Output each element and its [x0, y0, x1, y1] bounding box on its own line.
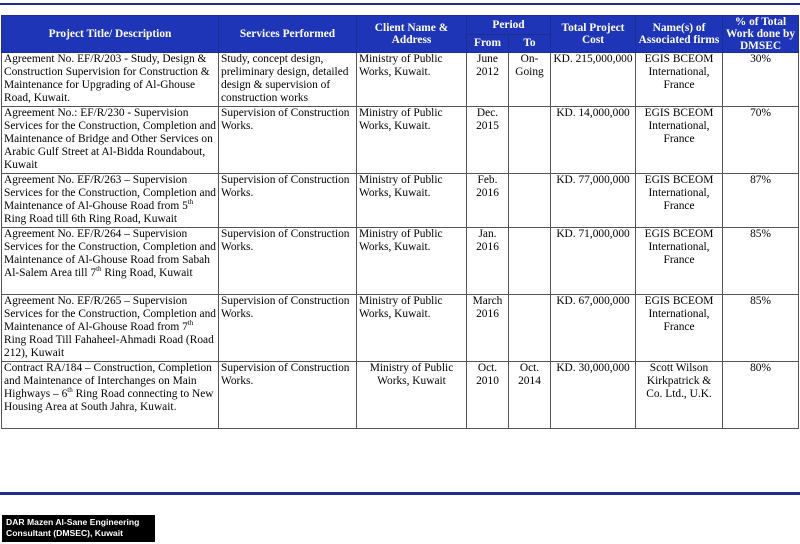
table-row — [2, 228, 799, 295]
cell-services: Supervision of Construction Works. — [219, 107, 357, 174]
cell-title: Agreement No.: EF/R/230 - Supervision Services for the Construction, Completion and Maintenance of Bridge and Other Services on Arabic Gulf Street at Al-Bidda Roundabout, Kuwait — [2, 107, 219, 174]
cell-title: Agreement No. EF/R/265 – Supervision Services for the Construction, Completion and Maintenance of Al-Ghouse Road from 7th Ring Road Till Fahaheel-Ahmadi Road (Road 212), Kuwait — [2, 295, 219, 362]
company-logo — [2, 515, 155, 542]
col-header-cost: Total Project Cost — [551, 16, 636, 53]
projects-table — [1, 15, 799, 429]
cell-client: Ministry of Public Works, Kuwait. — [357, 174, 467, 228]
cell-cost: KD. 14,000,000 — [551, 107, 636, 174]
cell-from: Dec. 2015 — [467, 107, 509, 174]
col-header-services: Services Performed — [219, 16, 357, 53]
cell-to: On-Going — [509, 53, 551, 107]
cell-cost: KD. 215,000,000 — [551, 53, 636, 107]
col-header-from: From — [467, 34, 509, 53]
logo-line-2: Consultant (DMSEC), Kuwait — [6, 528, 123, 538]
cell-to — [509, 107, 551, 174]
cell-from: June 2012 — [467, 53, 509, 107]
cell-from: Oct. 2010 — [467, 362, 509, 429]
cell-services: Supervision of Construction Works. — [219, 362, 357, 429]
cell-title: Agreement No. EF/R/263 – Supervision Services for the Construction, Completion and Maintenance of Al-Ghouse Road from 5th Ring Road till 6th Ring Road, Kuwait — [2, 174, 219, 228]
cell-title: Agreement No. EF/R/264 – Supervision Services for the Construction, Completion and Maintenance of Al-Ghouse Road from Sabah Al-Salem Area till 7th Ring Road, Kuwait — [2, 228, 219, 295]
cell-from: Jan. 2016 — [467, 228, 509, 295]
cell-firms: EGIS BCEOM International, France — [636, 295, 723, 362]
cell-services: Supervision of Construction Works. — [219, 174, 357, 228]
logo-line-1: DAR Mazen Al-Sane Engineering — [6, 517, 140, 527]
cell-cost: KD. 71,000,000 — [551, 228, 636, 295]
cell-firms: Scott Wilson Kirkpatrick & Co. Ltd., U.K. — [636, 362, 723, 429]
cell-percent: 85% — [723, 228, 799, 295]
cell-client: Ministry of Public Works, Kuwait. — [357, 228, 467, 295]
table-row — [2, 53, 799, 107]
cell-client: Ministry of Public Works, Kuwait. — [357, 295, 467, 362]
cell-firms: EGIS BCEOM International, France — [636, 174, 723, 228]
cell-from: March 2016 — [467, 295, 509, 362]
cell-percent: 85% — [723, 295, 799, 362]
cell-firms: EGIS BCEOM International, France — [636, 228, 723, 295]
col-header-to: To — [509, 34, 551, 53]
cell-cost: KD. 77,000,000 — [551, 174, 636, 228]
cell-to: Oct. 2014 — [509, 362, 551, 429]
cell-client: Ministry of Public Works, Kuwait. — [357, 107, 467, 174]
cell-percent: 87% — [723, 174, 799, 228]
col-header-period: Period — [467, 16, 551, 35]
col-header-client: Client Name & Address — [357, 16, 467, 53]
cell-services: Supervision of Construction Works. — [219, 295, 357, 362]
cell-from: Feb. 2016 — [467, 174, 509, 228]
table-row — [2, 174, 799, 228]
bottom-rule — [0, 492, 800, 495]
table-row — [2, 295, 799, 362]
cell-to — [509, 228, 551, 295]
col-header-percent: % of Total Work done by DMSEC — [723, 16, 799, 53]
table-row — [2, 107, 799, 174]
cell-client: Ministry of Public Works, Kuwait. — [357, 53, 467, 107]
cell-to — [509, 295, 551, 362]
cell-client: Ministry of Public Works, Kuwait — [357, 362, 467, 429]
cell-title: Contract RA/184 – Construction, Completion and Maintenance of Interchanges on Main Highways – 6th Ring Road connecting to New Housing Area at South Jahra, Kuwait. — [2, 362, 219, 429]
cell-firms: EGIS BCEOM International, France — [636, 53, 723, 107]
cell-services: Supervision of Construction Works. — [219, 228, 357, 295]
cell-cost: KD. 67,000,000 — [551, 295, 636, 362]
cell-services: Study, concept design, preliminary design, detailed design & supervision of construction works — [219, 53, 357, 107]
cell-firms: EGIS BCEOM International, France — [636, 107, 723, 174]
table-row — [2, 362, 799, 429]
cell-percent: 80% — [723, 362, 799, 429]
cell-percent: 30% — [723, 53, 799, 107]
cell-title: Agreement No. EF/R/203 - Study, Design & Construction Supervision for Construction & Maintenance for Upgrading of Al-Ghouse Road, Kuwait. — [2, 53, 219, 107]
cell-cost: KD. 30,000,000 — [551, 362, 636, 429]
col-header-firms: Name(s) of Associated firms — [636, 16, 723, 53]
top-rule — [0, 3, 800, 5]
cell-to — [509, 174, 551, 228]
col-header-title: Project Title/ Description — [2, 16, 219, 53]
cell-percent: 70% — [723, 107, 799, 174]
